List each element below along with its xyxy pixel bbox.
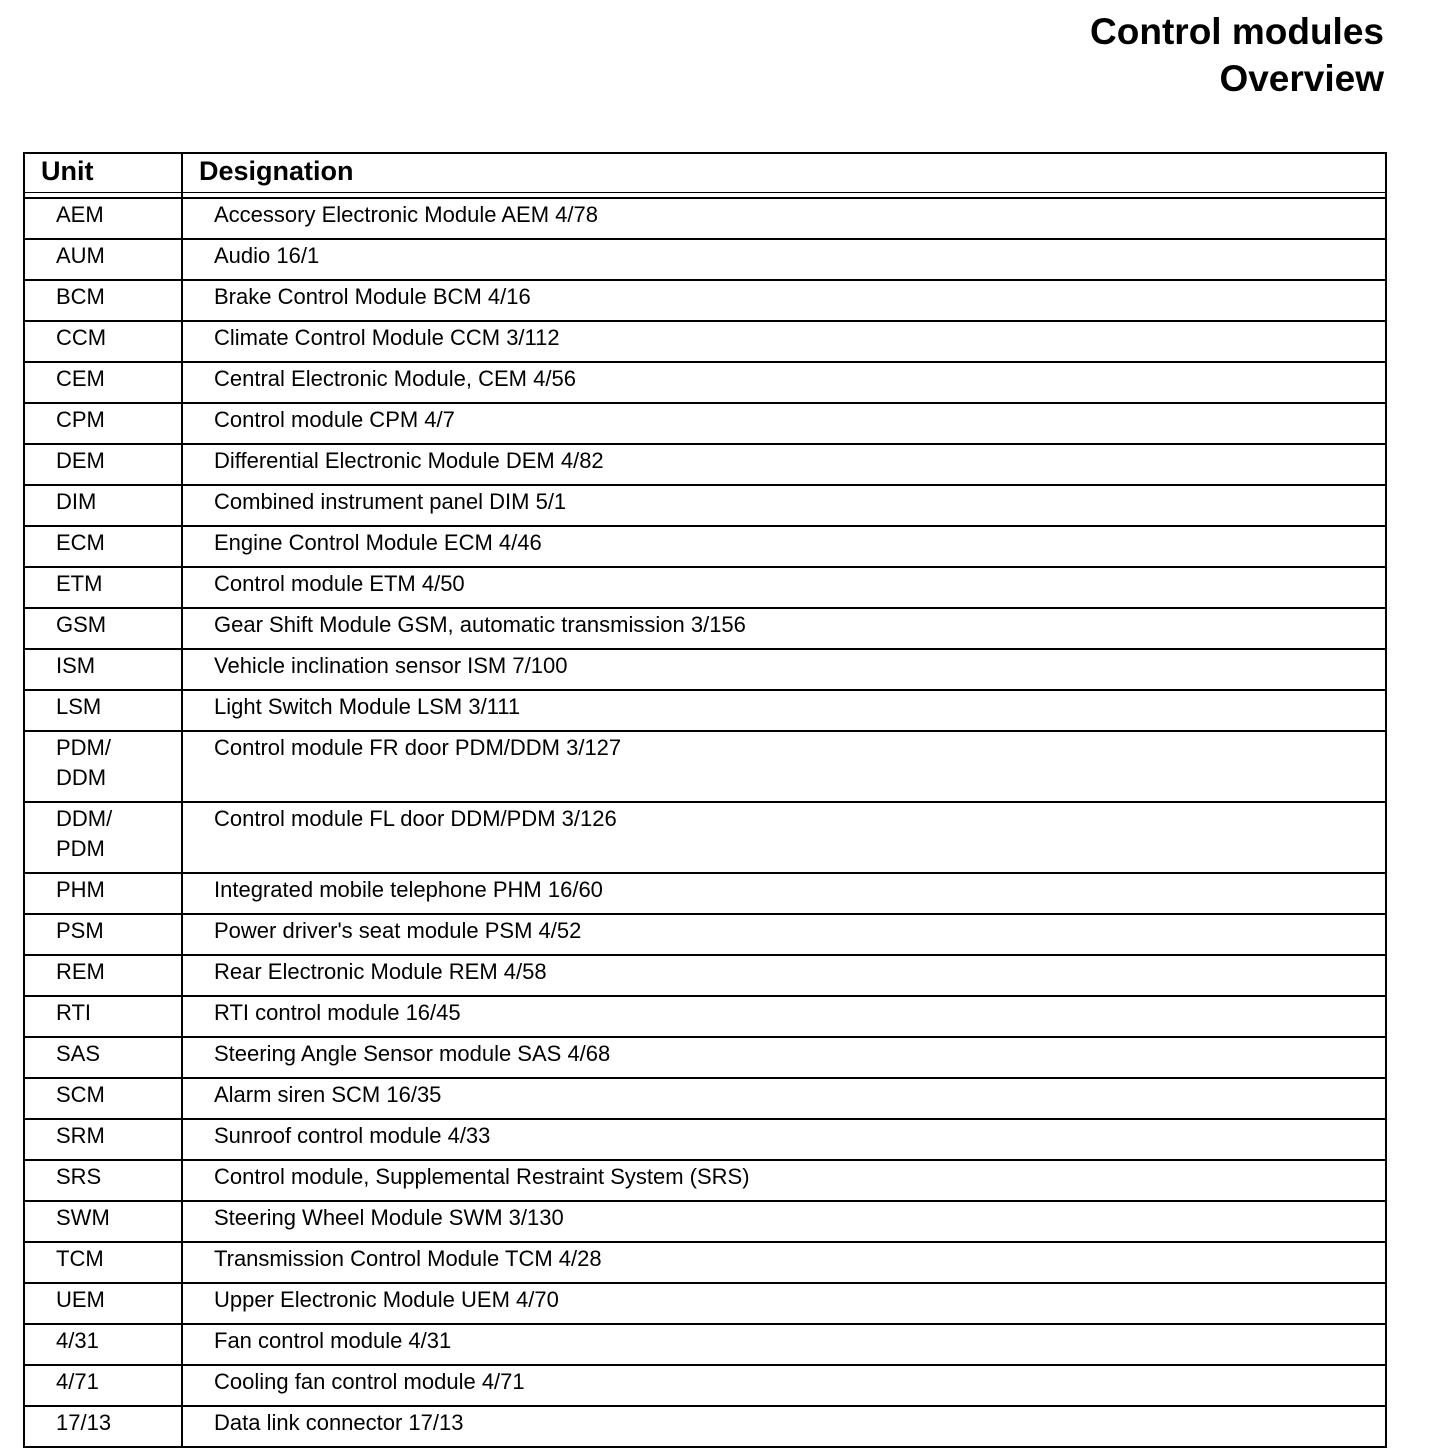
table-row <box>24 873 1386 914</box>
unit-cell: AUM <box>24 239 182 280</box>
table-row <box>24 996 1386 1037</box>
designation-cell: Light Switch Module LSM 3/111 <box>182 690 1386 731</box>
unit-cell: ISM <box>24 649 182 690</box>
unit-cell: CPM <box>24 403 182 444</box>
table-row <box>24 1406 1386 1447</box>
designation-cell: Transmission Control Module TCM 4/28 <box>182 1242 1386 1283</box>
designation-cell: Engine Control Module ECM 4/46 <box>182 526 1386 567</box>
designation-cell: Sunroof control module 4/33 <box>182 1119 1386 1160</box>
table-row <box>24 567 1386 608</box>
table-row <box>24 1324 1386 1365</box>
unit-cell: DIM <box>24 485 182 526</box>
control-modules-table <box>23 152 1387 1448</box>
unit-cell: BCM <box>24 280 182 321</box>
unit-cell: 4/31 <box>24 1324 182 1365</box>
designation-cell: Central Electronic Module, CEM 4/56 <box>182 362 1386 403</box>
designation-cell: Control module CPM 4/7 <box>182 403 1386 444</box>
designation-cell: Fan control module 4/31 <box>182 1324 1386 1365</box>
unit-cell: UEM <box>24 1283 182 1324</box>
unit-cell: ETM <box>24 567 182 608</box>
table-row <box>24 1078 1386 1119</box>
header-row <box>24 153 1386 193</box>
table-row <box>24 1365 1386 1406</box>
designation-cell: Cooling fan control module 4/71 <box>182 1365 1386 1406</box>
table-row <box>24 485 1386 526</box>
unit-cell: 17/13 <box>24 1406 182 1447</box>
designation-cell: Power driver's seat module PSM 4/52 <box>182 914 1386 955</box>
designation-cell: Accessory Electronic Module AEM 4/78 <box>182 198 1386 239</box>
unit-cell: GSM <box>24 608 182 649</box>
table-row <box>24 280 1386 321</box>
unit-cell: DEM <box>24 444 182 485</box>
designation-cell: Steering Angle Sensor module SAS 4/68 <box>182 1037 1386 1078</box>
unit-cell: CCM <box>24 321 182 362</box>
designation-cell: Steering Wheel Module SWM 3/130 <box>182 1201 1386 1242</box>
table-row <box>24 1242 1386 1283</box>
unit-cell: REM <box>24 955 182 996</box>
designation-cell: Gear Shift Module GSM, automatic transmission 3/156 <box>182 608 1386 649</box>
designation-cell: Alarm siren SCM 16/35 <box>182 1078 1386 1119</box>
unit-cell: 4/71 <box>24 1365 182 1406</box>
table-row <box>24 198 1386 239</box>
table-row <box>24 1119 1386 1160</box>
table-row <box>24 403 1386 444</box>
unit-cell: AEM <box>24 198 182 239</box>
designation-cell: Vehicle inclination sensor ISM 7/100 <box>182 649 1386 690</box>
designation-cell: Control module, Supplemental Restraint System (SRS) <box>182 1160 1386 1201</box>
designation-cell: Audio 16/1 <box>182 239 1386 280</box>
table-row <box>24 914 1386 955</box>
unit-cell: DDM/ PDM <box>24 802 182 873</box>
table-row <box>24 1283 1386 1324</box>
unit-cell: PHM <box>24 873 182 914</box>
designation-cell: Data link connector 17/13 <box>182 1406 1386 1447</box>
table-row <box>24 444 1386 485</box>
header-designation: Designation <box>182 153 1386 193</box>
designation-cell: Brake Control Module BCM 4/16 <box>182 280 1386 321</box>
table-row <box>24 321 1386 362</box>
unit-cell: SCM <box>24 1078 182 1119</box>
table-row <box>24 649 1386 690</box>
unit-cell: SAS <box>24 1037 182 1078</box>
unit-cell: ECM <box>24 526 182 567</box>
designation-cell: Differential Electronic Module DEM 4/82 <box>182 444 1386 485</box>
table-row <box>24 955 1386 996</box>
designation-cell: Control module ETM 4/50 <box>182 567 1386 608</box>
page-title <box>1090 8 1384 102</box>
designation-cell: Control module FR door PDM/DDM 3/127 <box>182 731 1386 802</box>
unit-cell: CEM <box>24 362 182 403</box>
header-unit: Unit <box>24 153 182 193</box>
unit-cell: RTI <box>24 996 182 1037</box>
title-line-2: Overview <box>1219 58 1384 99</box>
table-row <box>24 362 1386 403</box>
unit-cell: SRS <box>24 1160 182 1201</box>
unit-cell: LSM <box>24 690 182 731</box>
designation-cell: Integrated mobile telephone PHM 16/60 <box>182 873 1386 914</box>
unit-cell: PDM/ DDM <box>24 731 182 802</box>
table-row <box>24 1160 1386 1201</box>
unit-cell: PSM <box>24 914 182 955</box>
table-row <box>24 802 1386 873</box>
designation-cell: Rear Electronic Module REM 4/58 <box>182 955 1386 996</box>
table-row <box>24 526 1386 567</box>
title-line-1: Control modules <box>1090 11 1384 52</box>
designation-cell: Combined instrument panel DIM 5/1 <box>182 485 1386 526</box>
designation-cell: Control module FL door DDM/PDM 3/126 <box>182 802 1386 873</box>
table-row <box>24 1037 1386 1078</box>
unit-cell: SWM <box>24 1201 182 1242</box>
unit-cell: TCM <box>24 1242 182 1283</box>
designation-cell: Climate Control Module CCM 3/112 <box>182 321 1386 362</box>
table-row <box>24 608 1386 649</box>
designation-cell: Upper Electronic Module UEM 4/70 <box>182 1283 1386 1324</box>
designation-cell: RTI control module 16/45 <box>182 996 1386 1037</box>
table-row <box>24 731 1386 802</box>
table-row <box>24 1201 1386 1242</box>
table-row <box>24 239 1386 280</box>
table-row <box>24 690 1386 731</box>
unit-cell: SRM <box>24 1119 182 1160</box>
